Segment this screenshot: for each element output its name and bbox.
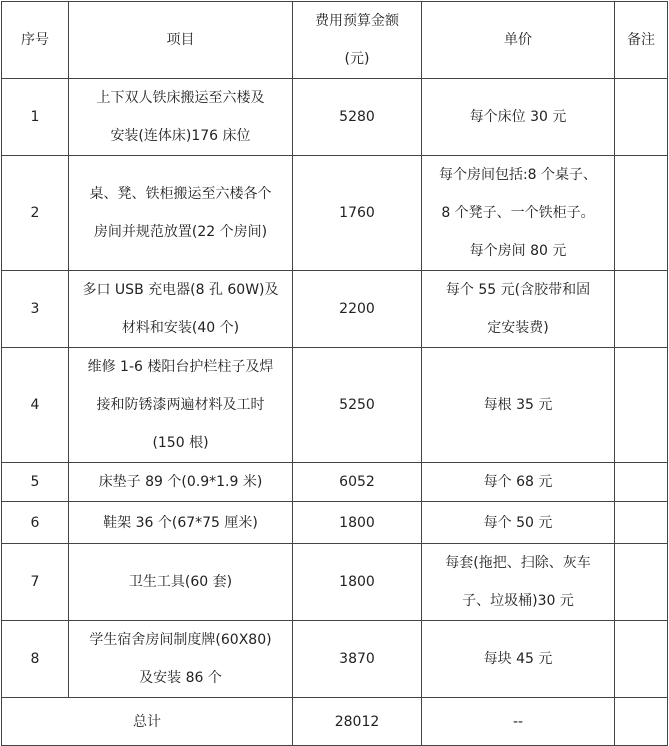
header-budget-line: (元) — [344, 51, 370, 67]
table-row — [2, 79, 668, 156]
row-unit-price-cell — [422, 79, 615, 156]
table-row — [2, 156, 668, 271]
row-remark-cell — [615, 271, 668, 348]
row-item-line: 多口 USB 充电器(8 孔 60W)及 — [82, 282, 279, 298]
row-no-cell: 2 — [2, 156, 69, 271]
table-row — [2, 463, 668, 502]
table-row — [2, 348, 668, 463]
row-item-line: (150 根) — [152, 435, 209, 451]
header-budget-line: 费用预算金额 — [315, 13, 399, 29]
row-remark-cell — [615, 79, 668, 156]
row-unit-price-line: 子、垃圾桶)30 元 — [462, 593, 574, 609]
row-item-cell — [69, 271, 293, 348]
row-item-line: 安装(连体床)176 床位 — [110, 128, 251, 144]
row-budget-cell: 6052 — [293, 463, 422, 502]
row-item-line: 材料和安装(40 个) — [121, 320, 240, 336]
header-row — [2, 2, 668, 79]
row-unit-price-cell — [422, 348, 615, 463]
row-item-cell — [69, 348, 293, 463]
row-budget-cell: 3870 — [293, 621, 422, 698]
total-remark — [615, 698, 668, 746]
row-unit-price-cell — [422, 502, 615, 544]
row-item-cell — [69, 79, 293, 156]
row-item-cell — [69, 463, 293, 502]
row-unit-price-cell — [422, 544, 615, 621]
total-budget: 28012 — [293, 698, 422, 746]
row-no-cell: 1 — [2, 79, 69, 156]
row-no-cell: 3 — [2, 271, 69, 348]
row-unit-price-line: 每块 45 元 — [483, 651, 553, 667]
row-item-line: 桌、凳、铁柜搬运至六楼各个 — [89, 186, 272, 202]
row-unit-price-line: 定安装费) — [487, 320, 549, 336]
row-item-line: 接和防锈漆两遍材料及工时 — [96, 397, 265, 413]
row-item-line: 床垫子 89 个(0.9*1.9 米) — [98, 474, 263, 490]
row-unit-price-line: 每个 50 元 — [483, 514, 553, 531]
row-budget-cell: 1800 — [293, 544, 422, 621]
row-budget-cell: 5250 — [293, 348, 422, 463]
row-item-line: 上下双人铁床搬运至六楼及 — [96, 90, 265, 106]
row-unit-price-line: 8 个凳子、一个铁柜子。 — [441, 205, 595, 221]
table-body — [2, 2, 668, 746]
budget-table — [1, 1, 668, 746]
row-no-cell: 7 — [2, 544, 69, 621]
row-no-cell: 5 — [2, 463, 69, 502]
total-unit-price: -- — [422, 698, 615, 746]
header-no: 序号 — [2, 2, 69, 79]
row-budget-cell: 5280 — [293, 79, 422, 156]
row-remark-cell — [615, 348, 668, 463]
row-remark-cell — [615, 463, 668, 502]
table-row — [2, 621, 668, 698]
row-budget-cell: 1800 — [293, 502, 422, 544]
row-item-line: 维修 1-6 楼阳台护栏柱子及焊 — [87, 359, 274, 375]
row-item-cell — [69, 502, 293, 544]
row-item-line: 学生宿舍房间制度牌(60X80) — [89, 632, 272, 648]
row-unit-price-line: 每根 35 元 — [483, 397, 553, 413]
total-label: 总计 — [2, 698, 293, 746]
row-item-line: 房间并规范放置(22 个房间) — [93, 224, 268, 240]
row-budget-cell: 1760 — [293, 156, 422, 271]
header-budget — [293, 2, 422, 79]
row-item-cell — [69, 156, 293, 271]
row-no-cell: 6 — [2, 502, 69, 544]
row-unit-price-line: 每个房间包括:8 个桌子、 — [438, 167, 598, 183]
row-unit-price-line: 每个房间 80 元 — [469, 243, 567, 259]
row-unit-price-cell — [422, 156, 615, 271]
row-unit-price-cell — [422, 621, 615, 698]
row-no-cell: 8 — [2, 621, 69, 698]
row-unit-price-line: 每个 68 元 — [483, 474, 553, 490]
total-row — [2, 698, 668, 746]
table-row — [2, 502, 668, 544]
row-no-cell: 4 — [2, 348, 69, 463]
table-row — [2, 271, 668, 348]
row-remark-cell — [615, 502, 668, 544]
row-item-line: 鞋架 36 个(67*75 厘米) — [103, 514, 258, 531]
row-item-cell — [69, 544, 293, 621]
row-unit-price-cell — [422, 463, 615, 502]
row-remark-cell — [615, 156, 668, 271]
row-item-line: 及安装 86 个 — [139, 670, 222, 686]
row-unit-price-line: 每个床位 30 元 — [469, 109, 567, 125]
row-item-line: 卫生工具(60 套) — [128, 574, 233, 590]
row-unit-price-line: 每个 55 元(含胶带和固 — [445, 282, 591, 298]
row-remark-cell — [615, 621, 668, 698]
row-item-cell — [69, 621, 293, 698]
header-unit-price: 单价 — [422, 2, 615, 79]
row-unit-price-cell — [422, 271, 615, 348]
row-budget-cell: 2200 — [293, 271, 422, 348]
header-remark: 备注 — [615, 2, 668, 79]
row-remark-cell — [615, 544, 668, 621]
row-unit-price-line: 每套(拖把、扫除、灰车 — [445, 555, 591, 571]
table-row — [2, 544, 668, 621]
header-item: 项目 — [69, 2, 293, 79]
